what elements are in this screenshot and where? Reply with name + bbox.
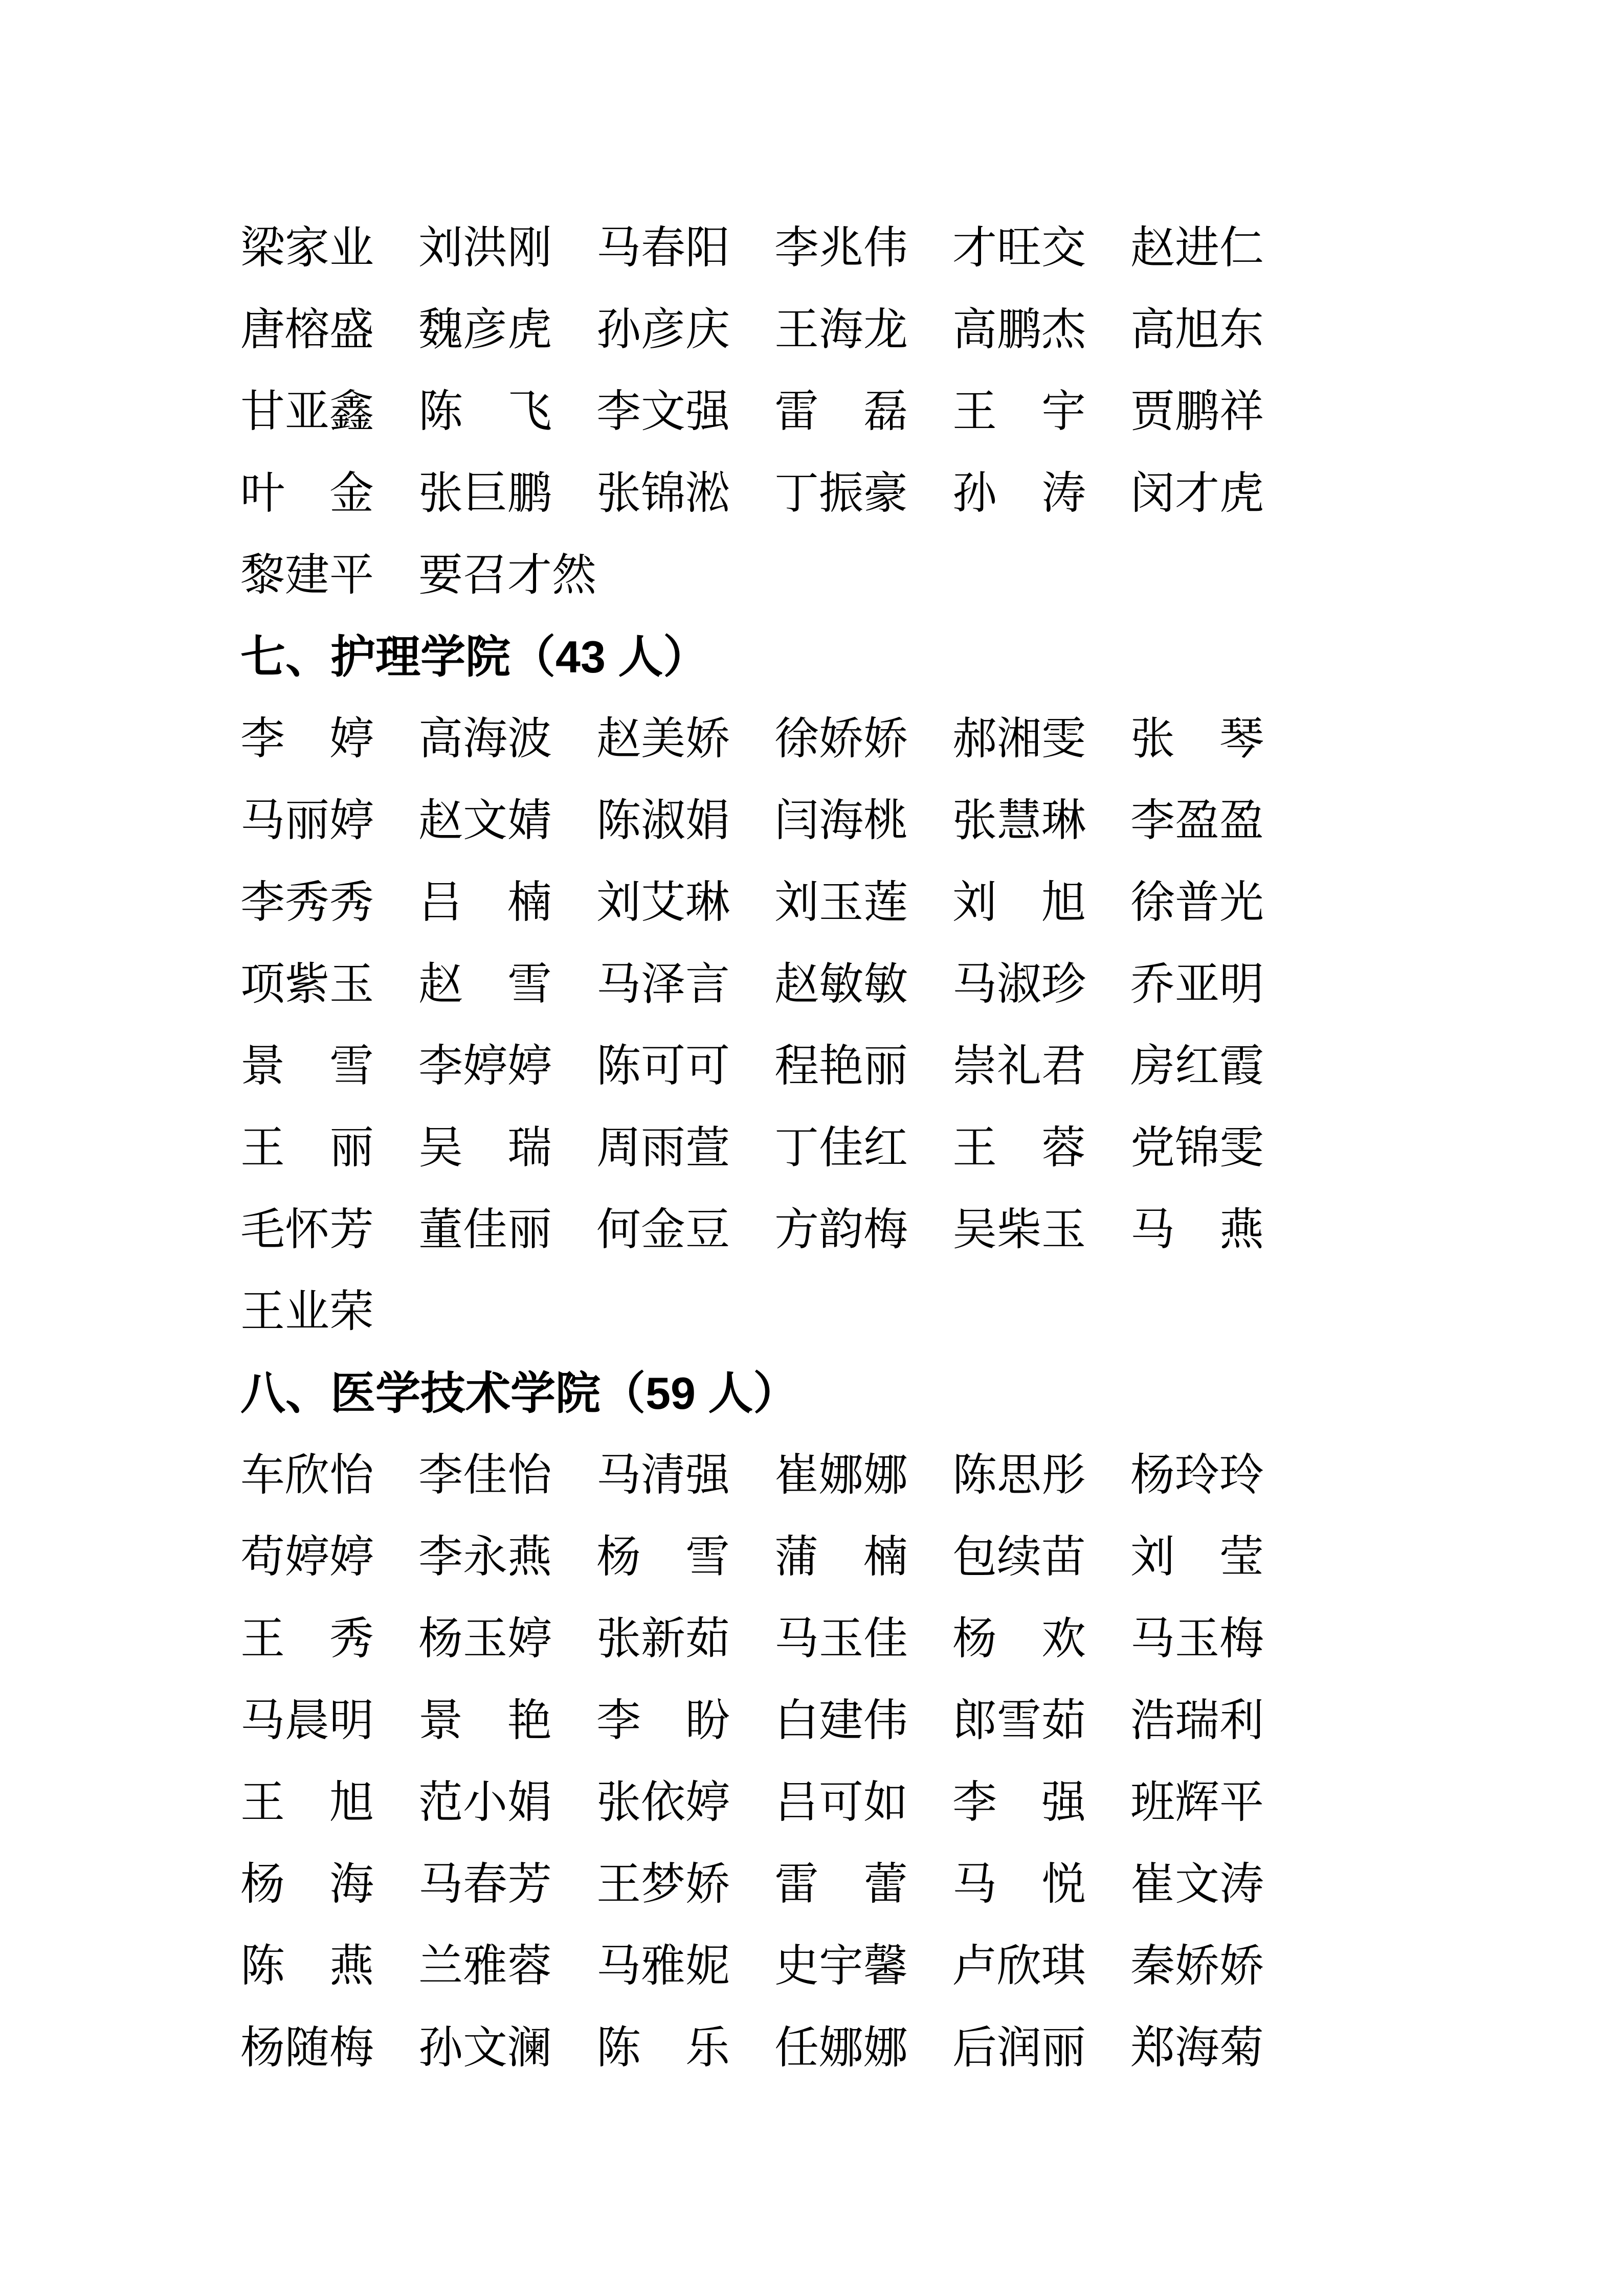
section-header: 七、护理学院（43 人） (240, 632, 708, 682)
student-name: 马玉梅 (1130, 1614, 1264, 1663)
name-row (240, 1434, 1366, 1516)
student-name: 贾鹏祥 (1130, 387, 1264, 436)
student-name: 丁振豪 (774, 468, 908, 518)
student-name: 马 悦 (952, 1859, 1086, 1909)
student-name: 陈思彤 (952, 1450, 1086, 1500)
student-name: 雷 蕾 (774, 1859, 908, 1909)
student-name: 刘洪刚 (418, 223, 552, 273)
student-name: 张锦淞 (596, 468, 730, 518)
student-name: 马春阳 (596, 223, 730, 273)
student-name: 马雅妮 (596, 1941, 730, 1991)
student-name: 杨 海 (240, 1859, 374, 1909)
student-name: 史宇馨 (774, 1941, 908, 1991)
name-row (240, 1598, 1366, 1680)
student-name: 杨玉婷 (418, 1614, 552, 1663)
name-row (240, 453, 1366, 534)
student-name: 王梦娇 (596, 1859, 730, 1909)
student-name: 孙文澜 (418, 2023, 552, 2073)
student-name: 马春芳 (418, 1859, 552, 1909)
student-name: 郝湘雯 (952, 714, 1086, 763)
student-name: 马淑珍 (952, 959, 1086, 1009)
student-name: 马泽言 (596, 959, 730, 1009)
student-name: 赵美娇 (596, 714, 730, 763)
student-name: 要召才然 (418, 550, 596, 600)
student-name: 任娜娜 (774, 2023, 908, 2073)
student-name: 王 旭 (240, 1777, 374, 1827)
name-row (240, 289, 1366, 371)
student-name: 崔文涛 (1130, 1859, 1264, 1909)
student-name: 崔娜娜 (774, 1450, 908, 1500)
student-name: 景 雪 (240, 1041, 374, 1091)
name-row (240, 2007, 1366, 2089)
student-name: 马晨明 (240, 1696, 374, 1745)
name-row (240, 207, 1366, 289)
student-name: 党锦雯 (1130, 1123, 1264, 1173)
name-row (240, 1271, 1366, 1353)
student-name: 班辉平 (1130, 1777, 1264, 1827)
student-name: 张巨鹏 (418, 468, 552, 518)
name-row (240, 1925, 1366, 2007)
student-name: 乔亚明 (1130, 959, 1264, 1009)
student-name: 赵敏敏 (774, 959, 908, 1009)
student-name: 王 秀 (240, 1614, 374, 1663)
student-name: 周雨萱 (596, 1123, 730, 1173)
student-name: 兰雅蓉 (418, 1941, 552, 1991)
section-header-line (240, 616, 1366, 698)
student-name: 魏彦虎 (418, 305, 552, 354)
student-name: 包续苗 (952, 1532, 1086, 1582)
student-name: 徐普光 (1130, 877, 1264, 927)
student-name: 徐娇娇 (774, 714, 908, 763)
student-name: 毛怀芳 (240, 1205, 374, 1254)
student-name: 苟婷婷 (240, 1532, 374, 1582)
student-name: 高旭东 (1130, 305, 1264, 354)
student-name: 刘玉莲 (774, 877, 908, 927)
student-name: 刘 旭 (952, 877, 1086, 927)
student-name: 郎雪茹 (952, 1696, 1086, 1745)
student-name: 李文强 (596, 387, 730, 436)
student-name: 唐榕盛 (240, 305, 374, 354)
student-name: 杨 雪 (596, 1532, 730, 1582)
section-header: 八、医学技术学院（59 人） (240, 1368, 798, 1419)
name-row (240, 1107, 1366, 1189)
student-name: 赵 雪 (418, 959, 552, 1009)
student-name: 李婷婷 (418, 1041, 552, 1091)
student-name: 吕可如 (774, 1777, 908, 1827)
student-name: 陈 飞 (418, 387, 552, 436)
student-name: 李 婷 (240, 714, 374, 763)
name-row (240, 943, 1366, 1025)
student-name: 王业荣 (240, 1287, 374, 1336)
student-name: 王 丽 (240, 1123, 374, 1173)
name-row (240, 698, 1366, 780)
student-name: 董佳丽 (418, 1205, 552, 1254)
student-name: 马丽婷 (240, 796, 374, 845)
student-name: 卢欣琪 (952, 1941, 1086, 1991)
student-name: 才旺交 (952, 223, 1086, 273)
student-name: 高海波 (418, 714, 552, 763)
name-row (240, 371, 1366, 453)
name-row (240, 1843, 1366, 1925)
student-name: 陈淑娟 (596, 796, 730, 845)
student-name: 张慧琳 (952, 796, 1086, 845)
student-name: 闫海桃 (774, 796, 908, 845)
student-name: 王 蓉 (952, 1123, 1086, 1173)
name-row (240, 1762, 1366, 1843)
student-name: 马清强 (596, 1450, 730, 1500)
student-name: 刘 莹 (1130, 1532, 1264, 1582)
student-name: 程艳丽 (774, 1041, 908, 1091)
student-name: 李盈盈 (1130, 796, 1264, 845)
student-name: 闵才虎 (1130, 468, 1264, 518)
name-list-content (240, 207, 1366, 2089)
student-name: 何金豆 (596, 1205, 730, 1254)
student-name: 崇礼君 (952, 1041, 1086, 1091)
student-name: 陈可可 (596, 1041, 730, 1091)
student-name: 孙彦庆 (596, 305, 730, 354)
student-name: 高鹏杰 (952, 305, 1086, 354)
student-name: 蒲 楠 (774, 1532, 908, 1582)
student-name: 吕 楠 (418, 877, 552, 927)
student-name: 李 强 (952, 1777, 1086, 1827)
student-name: 景 艳 (418, 1696, 552, 1745)
student-name: 马玉佳 (774, 1614, 908, 1663)
student-name: 梁家业 (240, 223, 374, 273)
student-name: 马 燕 (1130, 1205, 1264, 1254)
student-name: 秦娇娇 (1130, 1941, 1264, 1991)
student-name: 后润丽 (952, 2023, 1086, 2073)
student-name: 王海龙 (774, 305, 908, 354)
student-name: 赵进仁 (1130, 223, 1264, 273)
student-name: 杨玲玲 (1130, 1450, 1264, 1500)
student-name: 孙 涛 (952, 468, 1086, 518)
student-name: 李秀秀 (240, 877, 374, 927)
student-name: 吴 瑞 (418, 1123, 552, 1173)
student-name: 杨 欢 (952, 1614, 1086, 1663)
student-name: 叶 金 (240, 468, 374, 518)
student-name: 郑海菊 (1130, 2023, 1264, 2073)
student-name: 陈 乐 (596, 2023, 730, 2073)
student-name: 张依婷 (596, 1777, 730, 1827)
name-row (240, 1025, 1366, 1107)
student-name: 房红霞 (1130, 1041, 1264, 1091)
student-name: 丁佳红 (774, 1123, 908, 1173)
student-name: 白建伟 (774, 1696, 908, 1745)
student-name: 陈 燕 (240, 1941, 374, 1991)
student-name: 浩瑞利 (1130, 1696, 1264, 1745)
student-name: 甘亚鑫 (240, 387, 374, 436)
student-name: 吴柴玉 (952, 1205, 1086, 1254)
name-row (240, 1189, 1366, 1271)
student-name: 黎建平 (240, 550, 374, 600)
student-name: 李兆伟 (774, 223, 908, 273)
student-name: 车欣怡 (240, 1450, 374, 1500)
student-name: 李永燕 (418, 1532, 552, 1582)
student-name: 项紫玉 (240, 959, 374, 1009)
student-name: 王 宇 (952, 387, 1086, 436)
student-name: 刘艾琳 (596, 877, 730, 927)
section-header-line (240, 1353, 1366, 1434)
student-name: 赵文婧 (418, 796, 552, 845)
name-row (240, 534, 1366, 616)
student-name: 张 琴 (1130, 714, 1264, 763)
student-name: 李佳怡 (418, 1450, 552, 1500)
name-row (240, 780, 1366, 862)
name-row (240, 862, 1366, 943)
student-name: 方韵梅 (774, 1205, 908, 1254)
student-name: 范小娟 (418, 1777, 552, 1827)
student-name: 雷 磊 (774, 387, 908, 436)
student-name: 李 盼 (596, 1696, 730, 1745)
name-row (240, 1680, 1366, 1762)
name-row (240, 1516, 1366, 1598)
student-name: 杨随梅 (240, 2023, 374, 2073)
student-name: 张新茹 (596, 1614, 730, 1663)
